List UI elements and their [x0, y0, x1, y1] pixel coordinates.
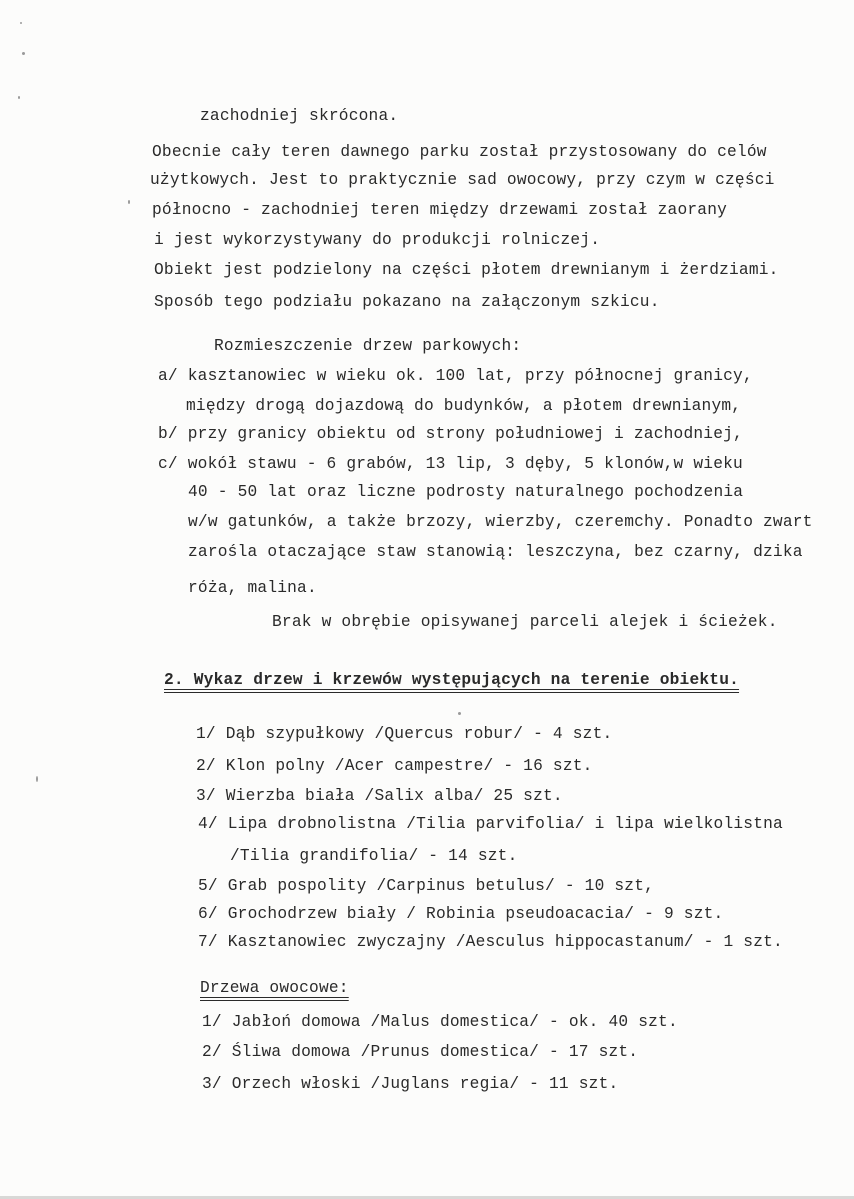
- no-paths-note: Brak w obrębie opisywanej parceli alejek i ścieżek.: [272, 613, 778, 631]
- distribution-line-1: a/ kasztanowiec w wieku ok. 100 lat, przy północnej granicy,: [158, 367, 753, 385]
- scan-speck: [18, 96, 20, 99]
- distribution-line-6: w/w gatunków, a także brzozy, wierzby, czeremchy. Ponadto zwart: [188, 513, 813, 531]
- distribution-line-3: b/ przy granicy obiektu od strony południowej i zachodniej,: [158, 425, 743, 443]
- tree-item-7: 7/ Kasztanowiec zwyczajny /Aesculus hippocastanum/ - 1 szt.: [198, 933, 783, 951]
- tree-item-6: 6/ Grochodrzew biały / Robinia pseudoacacia/ - 9 szt.: [198, 905, 724, 923]
- scan-speck: [458, 712, 461, 715]
- distribution-line-4: c/ wokół stawu - 6 grabów, 13 lip, 3 dęby, 5 klonów,w wieku: [158, 455, 743, 473]
- fruit-tree-item-2: 2/ Śliwa domowa /Prunus domestica/ - 17 szt.: [202, 1043, 639, 1061]
- paragraph1-line-4: i jest wykorzystywany do produkcji rolniczej.: [154, 231, 601, 249]
- intro-line: zachodniej skrócona.: [200, 107, 399, 125]
- distribution-title: Rozmieszczenie drzew parkowych:: [214, 337, 522, 355]
- distribution-line-8: róża, malina.: [188, 579, 317, 597]
- section2-title: 2. Wykaz drzew i krzewów występujących na terenie obiektu.: [164, 671, 740, 689]
- paragraph1-line-5: Obiekt jest podzielony na części płotem drewnianym i żerdziami.: [154, 261, 779, 279]
- tree-item-3: 3/ Wierzba biała /Salix alba/ 25 szt.: [196, 787, 563, 805]
- distribution-line-2: między drogą dojazdową do budynków, a płotem drewnianym,: [186, 397, 742, 415]
- scan-speck: [20, 22, 22, 24]
- scan-speck: [22, 52, 25, 55]
- paragraph1-line-3: północno - zachodniej teren między drzewami został zaorany: [152, 201, 728, 219]
- fruit-trees-title: Drzewa owocowe:: [200, 979, 349, 997]
- tree-item-4: 4/ Lipa drobnolistna /Tilia parvifolia/ i lipa wielkolistna: [198, 815, 783, 833]
- tree-item-2: 2/ Klon polny /Acer campestre/ - 16 szt.: [196, 757, 593, 775]
- tree-item-5: 5/ Grab pospolity /Carpinus betulus/ - 10 szt,: [198, 877, 655, 895]
- distribution-line-5: 40 - 50 lat oraz liczne podrosty naturalnego pochodzenia: [188, 483, 744, 501]
- fruit-tree-item-3: 3/ Orzech włoski /Juglans regia/ - 11 szt.: [202, 1075, 619, 1093]
- distribution-line-7: zarośla otaczające staw stanowią: leszczyna, bez czarny, dzika: [188, 543, 803, 561]
- tree-item-1: 1/ Dąb szypułkowy /Quercus robur/ - 4 szt.: [196, 725, 613, 743]
- paragraph1-line-1: Obecnie cały teren dawnego parku został przystosowany do celów: [152, 143, 767, 161]
- scan-speck: [128, 200, 130, 204]
- paragraph1-line-6: Sposób tego podziału pokazano na załączonym szkicu.: [154, 293, 660, 311]
- scan-speck: [36, 776, 38, 782]
- paragraph1-line-2: użytkowych. Jest to praktycznie sad owocowy, przy czym w części: [150, 171, 775, 189]
- fruit-tree-item-1: 1/ Jabłoń domowa /Malus domestica/ - ok. 40 szt.: [202, 1013, 678, 1031]
- tree-item-4-continued: /Tilia grandifolia/ - 14 szt.: [230, 847, 518, 865]
